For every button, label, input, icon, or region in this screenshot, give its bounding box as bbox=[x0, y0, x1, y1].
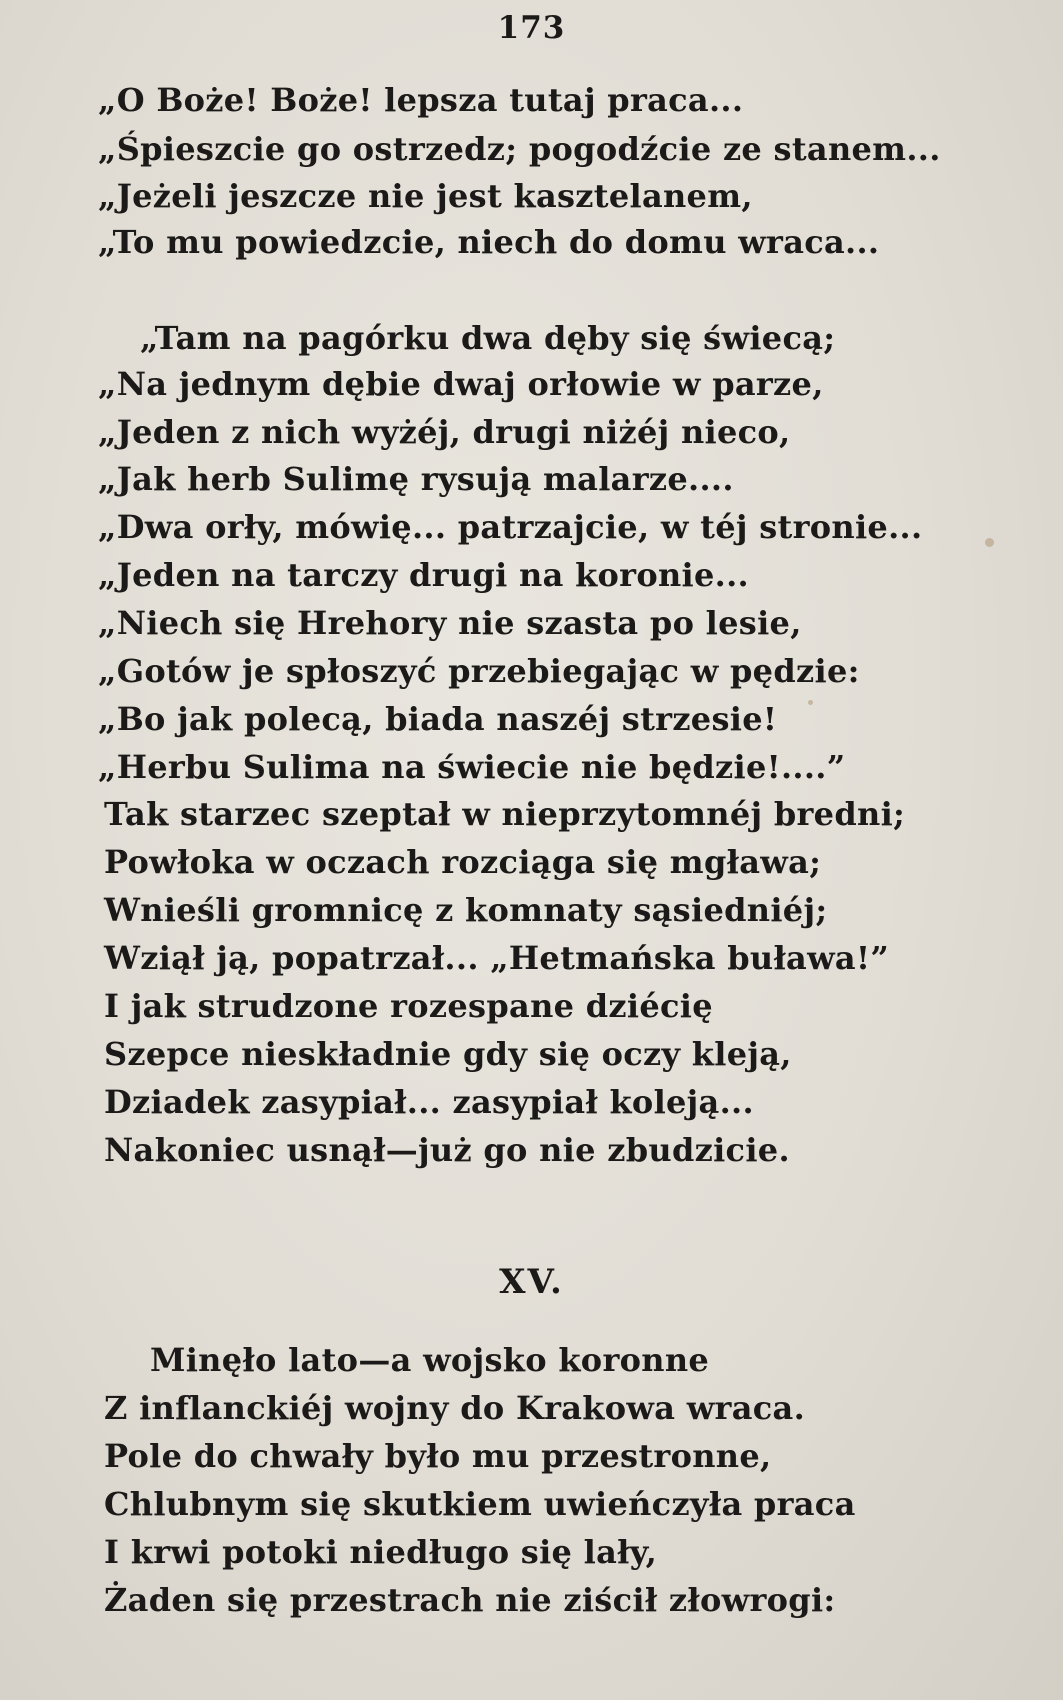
verse-line: „Dwa orły, mówię... patrzajcie, w téj stronie... bbox=[98, 508, 923, 546]
verse-line: Powłoka w oczach rozciąga się mgława; bbox=[104, 843, 822, 881]
verse-line: „Tam na pagórku dwa dęby się świecą; bbox=[140, 319, 836, 357]
verse-line: Z inflanckiéj wojny do Krakowa wraca. bbox=[104, 1389, 806, 1427]
verse-line: „Jeden z nich wyżéj, drugi niżéj nieco, bbox=[98, 413, 791, 451]
verse-line: „Niech się Hrehory nie szasta po lesie, bbox=[98, 604, 802, 642]
verse-line: Pole do chwały było mu przestronne, bbox=[104, 1437, 772, 1475]
verse-line: „Jak herb Sulimę rysują malarze.... bbox=[98, 460, 734, 498]
page-number: 173 bbox=[497, 10, 566, 46]
verse-line: „Bo jak polecą, biada naszéj strzesie! bbox=[98, 700, 778, 738]
verse-line: Minęło lato—a wojsko koronne bbox=[150, 1341, 710, 1379]
verse-line: „Śpieszcie go ostrzedz; pogodźcie ze stanem... bbox=[98, 130, 941, 168]
verse-line: Szepce nieskładnie gdy się oczy kleją, bbox=[104, 1035, 792, 1073]
verse-line: Wnieśli gromnicę z komnaty sąsiedniéj; bbox=[104, 891, 828, 929]
verse-line: I jak strudzone rozespane dziécię bbox=[104, 987, 713, 1025]
section-heading: XV. bbox=[499, 1262, 564, 1302]
verse-line: „O Boże! Boże! lepsza tutaj praca... bbox=[98, 81, 744, 119]
verse-line: „Na jednym dębie dwaj orłowie w parze, bbox=[98, 365, 824, 403]
verse-line: „Jeżeli jeszcze nie jest kasztelanem, bbox=[98, 177, 753, 215]
paper-speck bbox=[808, 700, 813, 705]
verse-line: Dziadek zasypiał... zasypiał koleją... bbox=[104, 1083, 754, 1121]
verse-line: „To mu powiedzcie, niech do domu wraca... bbox=[98, 223, 880, 261]
verse-line: „Gotów je spłoszyć przebiegając w pędzie: bbox=[98, 652, 860, 690]
verse-line: I krwi potoki niedługo się lały, bbox=[104, 1533, 658, 1571]
verse-line: Tak starzec szeptał w nieprzytomnéj bredni; bbox=[104, 795, 906, 833]
verse-line: Chlubnym się skutkiem uwieńczyła praca bbox=[104, 1485, 856, 1523]
verse-line: Wziął ją, popatrzał... „Hetmańska buława!” bbox=[104, 939, 890, 977]
verse-line: „Herbu Sulima na świecie nie będzie!....” bbox=[98, 748, 846, 786]
verse-line: „Jeden na tarczy drugi na koronie... bbox=[98, 556, 749, 594]
paper-speck bbox=[985, 538, 994, 547]
verse-line: Nakoniec usnął—już go nie zbudzicie. bbox=[104, 1131, 790, 1169]
verse-line: Żaden się przestrach nie ziścił złowrogi: bbox=[104, 1581, 836, 1619]
